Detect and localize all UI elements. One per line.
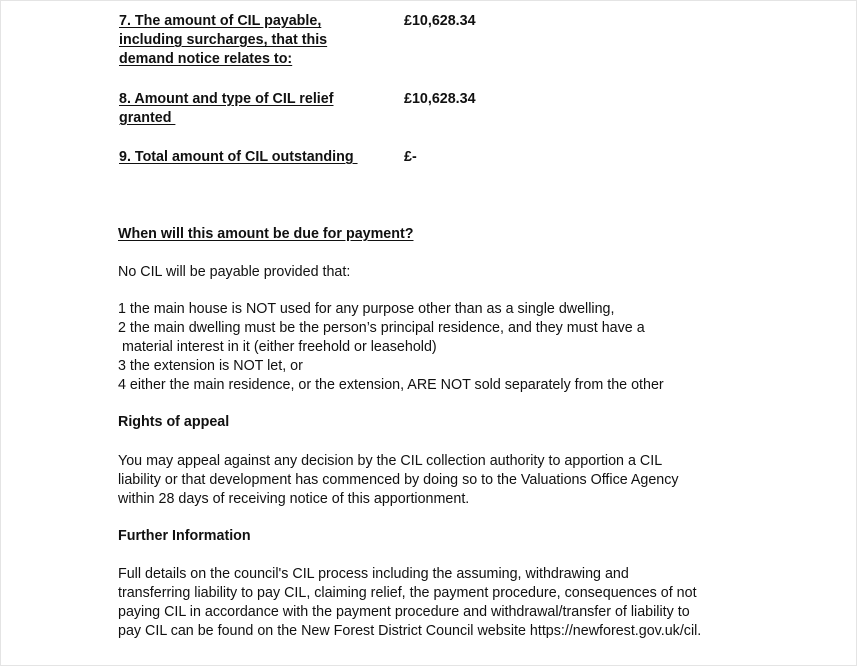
item-7-label [119, 12, 327, 69]
info-paragraph [118, 565, 701, 641]
item-9-label: 9. Total amount of CIL outstanding [119, 149, 358, 165]
appeal-paragraph [118, 452, 679, 509]
info-line: paying CIL in accordance with the payment procedure and withdrawal/transfer of liability to [118, 604, 690, 620]
item-7-value: £10,628.34 [404, 13, 476, 29]
item-8-value: £10,628.34 [404, 91, 476, 107]
condition-item: 3 the extension is NOT let, or [118, 358, 303, 374]
item-8-label-line: 8. Amount and type of CIL relief [119, 91, 334, 107]
item-7-label-line: demand notice relates to: [119, 51, 293, 67]
condition-item: material interest in it (either freehold or leasehold) [118, 339, 437, 355]
appeal-heading: Rights of appeal [118, 414, 230, 430]
conditions-list [118, 300, 664, 395]
item-7-label-line: 7. The amount of CIL payable, [119, 13, 322, 29]
item-9-value: £- [404, 149, 417, 165]
info-heading: Further Information [118, 528, 251, 544]
condition-item: 1 the main house is NOT used for any purpose other than as a single dwelling, [118, 301, 615, 317]
appeal-line: within 28 days of receiving notice of this apportionment. [118, 491, 470, 507]
due-intro: No CIL will be payable provided that: [118, 264, 351, 280]
info-line: pay CIL can be found on the New Forest District Council website https://newforest.gov.uk/cil. [118, 623, 702, 639]
appeal-line: You may appeal against any decision by the CIL collection authority to apportion a CIL [118, 453, 663, 469]
item-7-label-line: including surcharges, that this [119, 32, 328, 48]
appeal-line: liability or that development has commenced by doing so to the Valuations Office Agency [118, 472, 679, 488]
info-line: transferring liability to pay CIL, claiming relief, the payment procedure, consequences of not [118, 585, 697, 601]
info-line: Full details on the council's CIL process including the assuming, withdrawing and [118, 566, 629, 582]
item-8-label [119, 90, 333, 128]
condition-item: 4 either the main residence, or the extension, ARE NOT sold separately from the other [118, 377, 664, 393]
due-heading: When will this amount be due for payment? [118, 226, 414, 242]
condition-item: 2 the main dwelling must be the person’s principal residence, and they must have a [118, 320, 645, 336]
item-8-label-line: granted [119, 110, 176, 126]
